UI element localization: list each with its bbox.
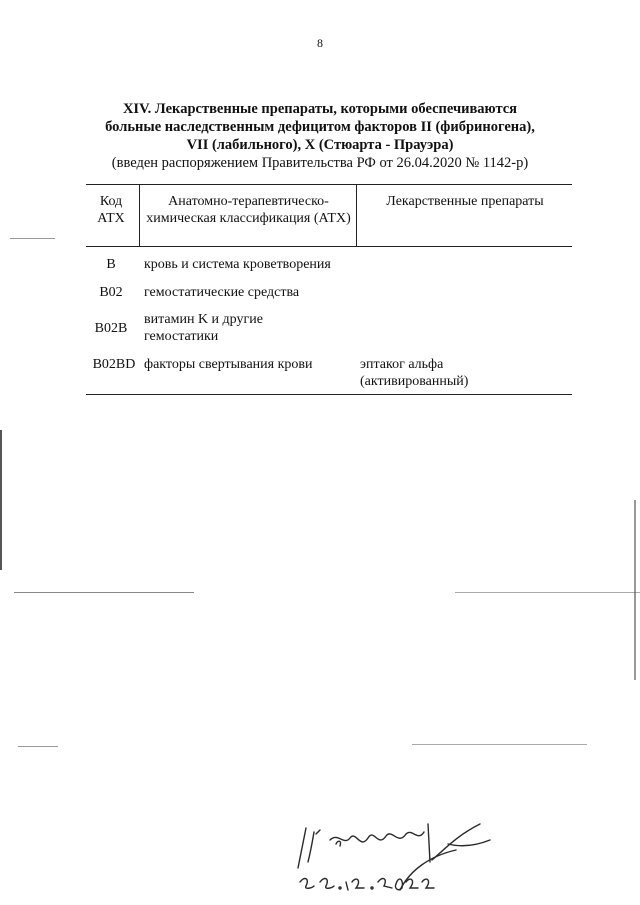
table-row-code: B xyxy=(106,257,116,272)
table-row-classification: гемостатические средства xyxy=(144,285,300,300)
table-row-classification: кровь и система кроветворения xyxy=(144,257,331,272)
title-line-1: XIV. Лекарственные препараты, которыми обеспечиваются xyxy=(122,101,518,117)
scan-artifact-line xyxy=(10,238,55,239)
table-row-classification: факторы свертывания крови xyxy=(144,357,313,372)
header-classification: Анатомно-терапевтическо-химическая классификация (АТХ) xyxy=(146,194,351,226)
scan-artifact-line xyxy=(18,746,58,747)
handwritten-signature xyxy=(280,810,520,900)
table-col-divider-1 xyxy=(139,184,140,246)
table-row-classification: витамин K и другие гемостатики xyxy=(144,312,263,344)
title-line-3: VII (лабильного), X (Стюарта - Прауэра) xyxy=(186,137,454,153)
table-row-drugs: эптаког альфа (активированный) xyxy=(360,357,469,389)
title-line-4: (введен распоряжением Правительства РФ от 26.04.2020 № 1142-р) xyxy=(111,155,529,171)
scan-edge-mark xyxy=(0,430,2,570)
section-title xyxy=(70,100,570,172)
page-number: 8 xyxy=(317,36,323,50)
scan-artifact-line xyxy=(412,744,587,745)
table-col-divider-2 xyxy=(356,184,357,246)
table-top-rule xyxy=(86,184,572,185)
table-row-code: B02BD xyxy=(92,357,136,372)
header-code: Код АТХ xyxy=(97,194,125,226)
table-row-code: B02B xyxy=(94,321,128,336)
scan-edge-mark xyxy=(634,500,636,680)
title-line-2: больные наследственным дефицитом факторов II (фибриногена), xyxy=(105,119,535,135)
table-bottom-rule xyxy=(86,394,572,395)
scan-artifact-line xyxy=(455,592,640,593)
header-drugs: Лекарственные препараты xyxy=(386,194,544,209)
table-row-code: B02 xyxy=(99,285,123,300)
table-header-rule xyxy=(86,246,572,247)
scan-artifact-line xyxy=(14,592,194,593)
